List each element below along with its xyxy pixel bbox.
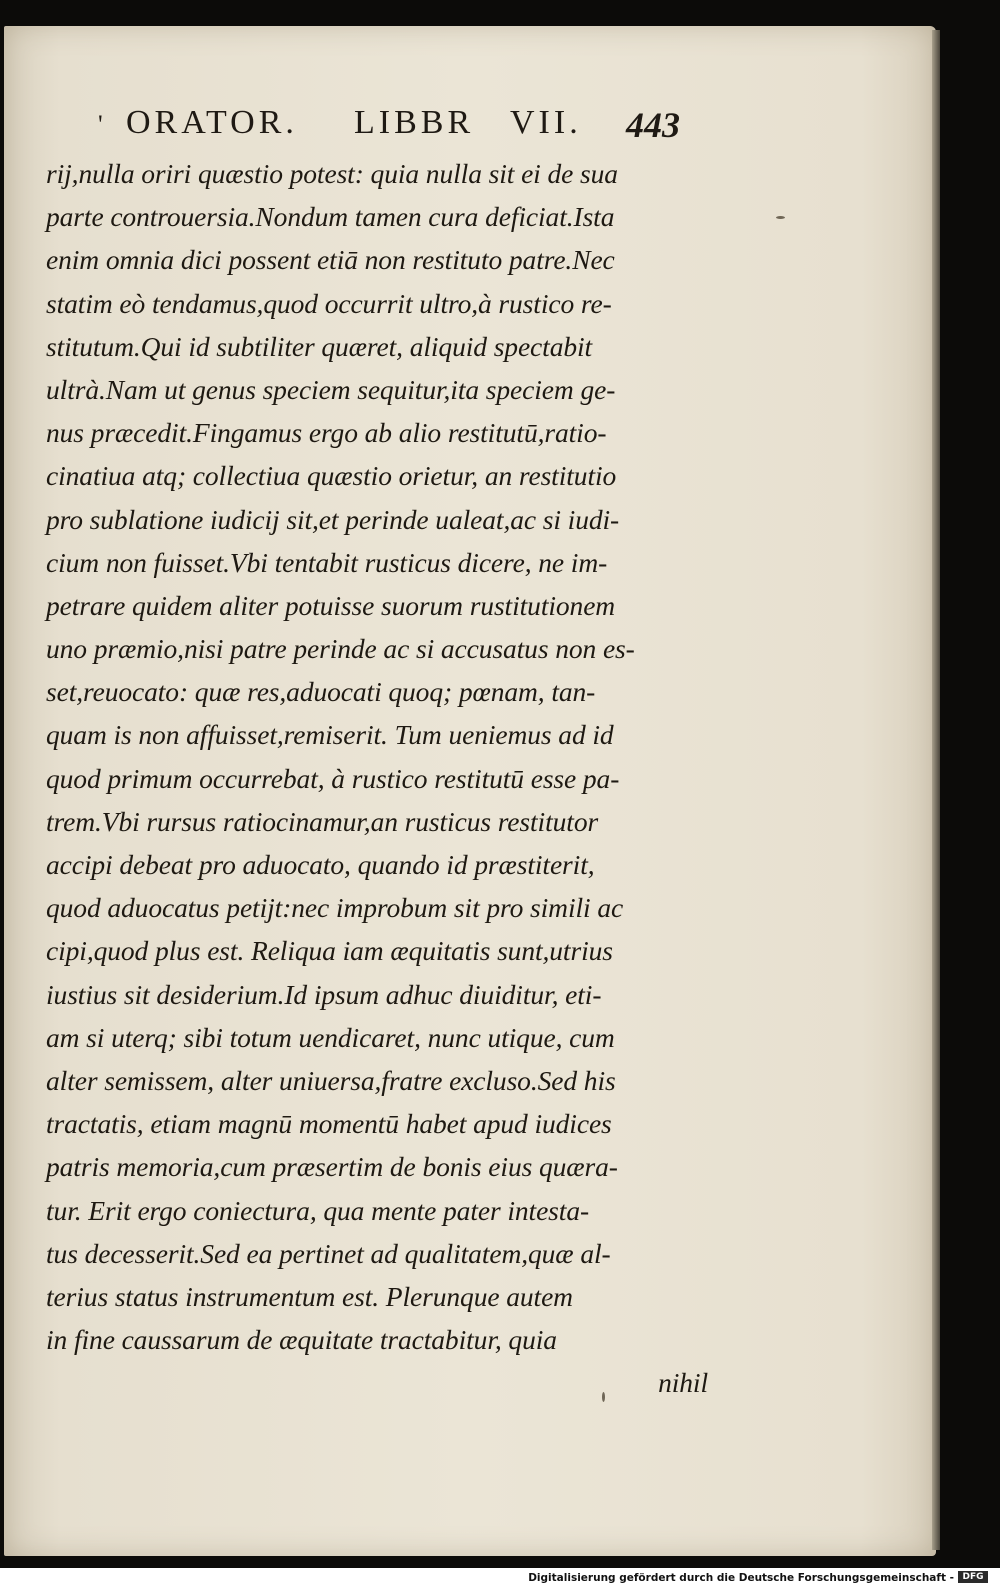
page-edge	[932, 30, 940, 1550]
text-line: patris memoria,cum præsertim de bonis eius quæra-	[46, 1151, 618, 1183]
text-line: ultrà.Nam ut genus speciem sequitur,ita speciem ge-	[46, 373, 616, 405]
page-number: 443	[626, 105, 680, 145]
text-line: trem.Vbi rursus ratiocinamur,an rusticus restitutor	[46, 805, 599, 837]
text-line: terius status instrumentum est. Plerunque autem	[46, 1280, 573, 1312]
text-line: cipi,quod plus est. Reliqua iam æquitatis sunt,utrius	[46, 935, 613, 967]
text-line: pro sublatione iudicij sit,et perinde ualeat,ac si iudi-	[46, 503, 620, 535]
running-head	[98, 104, 708, 150]
text-line: rij,nulla oriri quæstio potest: quia nulla sit ei de sua	[46, 158, 618, 189]
text-line: am si uterq; sibi totum uendicaret, nunc utique, cum	[46, 1021, 615, 1053]
body-text	[46, 152, 716, 1404]
text-line: quod aduocatus petijt:nec improbum sit pro simili ac	[46, 892, 624, 924]
text-line: tur. Erit ergo coniectura, qua mente pater intesta-	[46, 1194, 590, 1226]
text-line: set,reuocato: quæ res,aduocati quoq; pœnam, tan-	[46, 676, 596, 708]
text-line: tus decesserit.Sed ea pertinet ad qualitatem,quæ al-	[46, 1237, 611, 1269]
text-line: accipi debeat pro aduocato, quando id præstiterit,	[46, 849, 595, 880]
text-line: petrare quidem aliter potuisse suorum rustitutionem	[46, 589, 616, 621]
text-line: quod primum occurrebat, à rustico restitutū esse pa-	[46, 762, 620, 794]
text-line: parte controuersia.Nondum tamen cura deficiat.Ista	[46, 201, 615, 233]
running-head-mark: '	[98, 110, 103, 139]
catchword: nihil	[658, 1367, 708, 1399]
text-line: cium non fuisset.Vbi tentabit rusticus dicere, ne im-	[46, 546, 608, 578]
text-line: in fine caussarum de æquitate tractabitur, quia	[46, 1324, 557, 1356]
ink-speck	[776, 216, 785, 219]
text-line: stitutum.Qui id subtiliter quæret, aliquid spectabit	[46, 330, 593, 362]
text-line: tractatis, etiam magnū momentū habet apud iudices	[46, 1108, 612, 1140]
footer-credit: Digitalisierung gefördert durch die Deutsche Forschungsgemeinschaft -	[528, 1572, 954, 1584]
ink-speck	[602, 1392, 605, 1402]
running-head-middle: LIBBR	[354, 104, 475, 141]
running-head-left: ORATOR.	[126, 104, 298, 141]
dfg-logo: DFG	[958, 1571, 988, 1583]
text-line: uno præmio,nisi patre perinde ac si accusatus non es-	[46, 633, 635, 665]
text-line: iustius sit desiderium.Id ipsum adhuc diuiditur, eti-	[46, 978, 602, 1010]
text-line: statim eò tendamus,quod occurrit ultro,à rustico re-	[46, 287, 612, 319]
running-head-right: VII.	[510, 104, 582, 141]
text-line: alter semissem, alter uniuersa,fratre excluso.Sed his	[46, 1064, 616, 1096]
text-line: nus præcedit.Fingamus ergo ab alio restitutū,ratio-	[46, 417, 607, 449]
text-line: enim omnia dici possent etiā non restituto patre.Nec	[46, 244, 615, 276]
text-line: cinatiua atq; collectiua quæstio orietur, an restitutio	[46, 460, 617, 492]
text-line: quam is non affuisset,remiserit. Tum ueniemus ad id	[46, 719, 614, 751]
